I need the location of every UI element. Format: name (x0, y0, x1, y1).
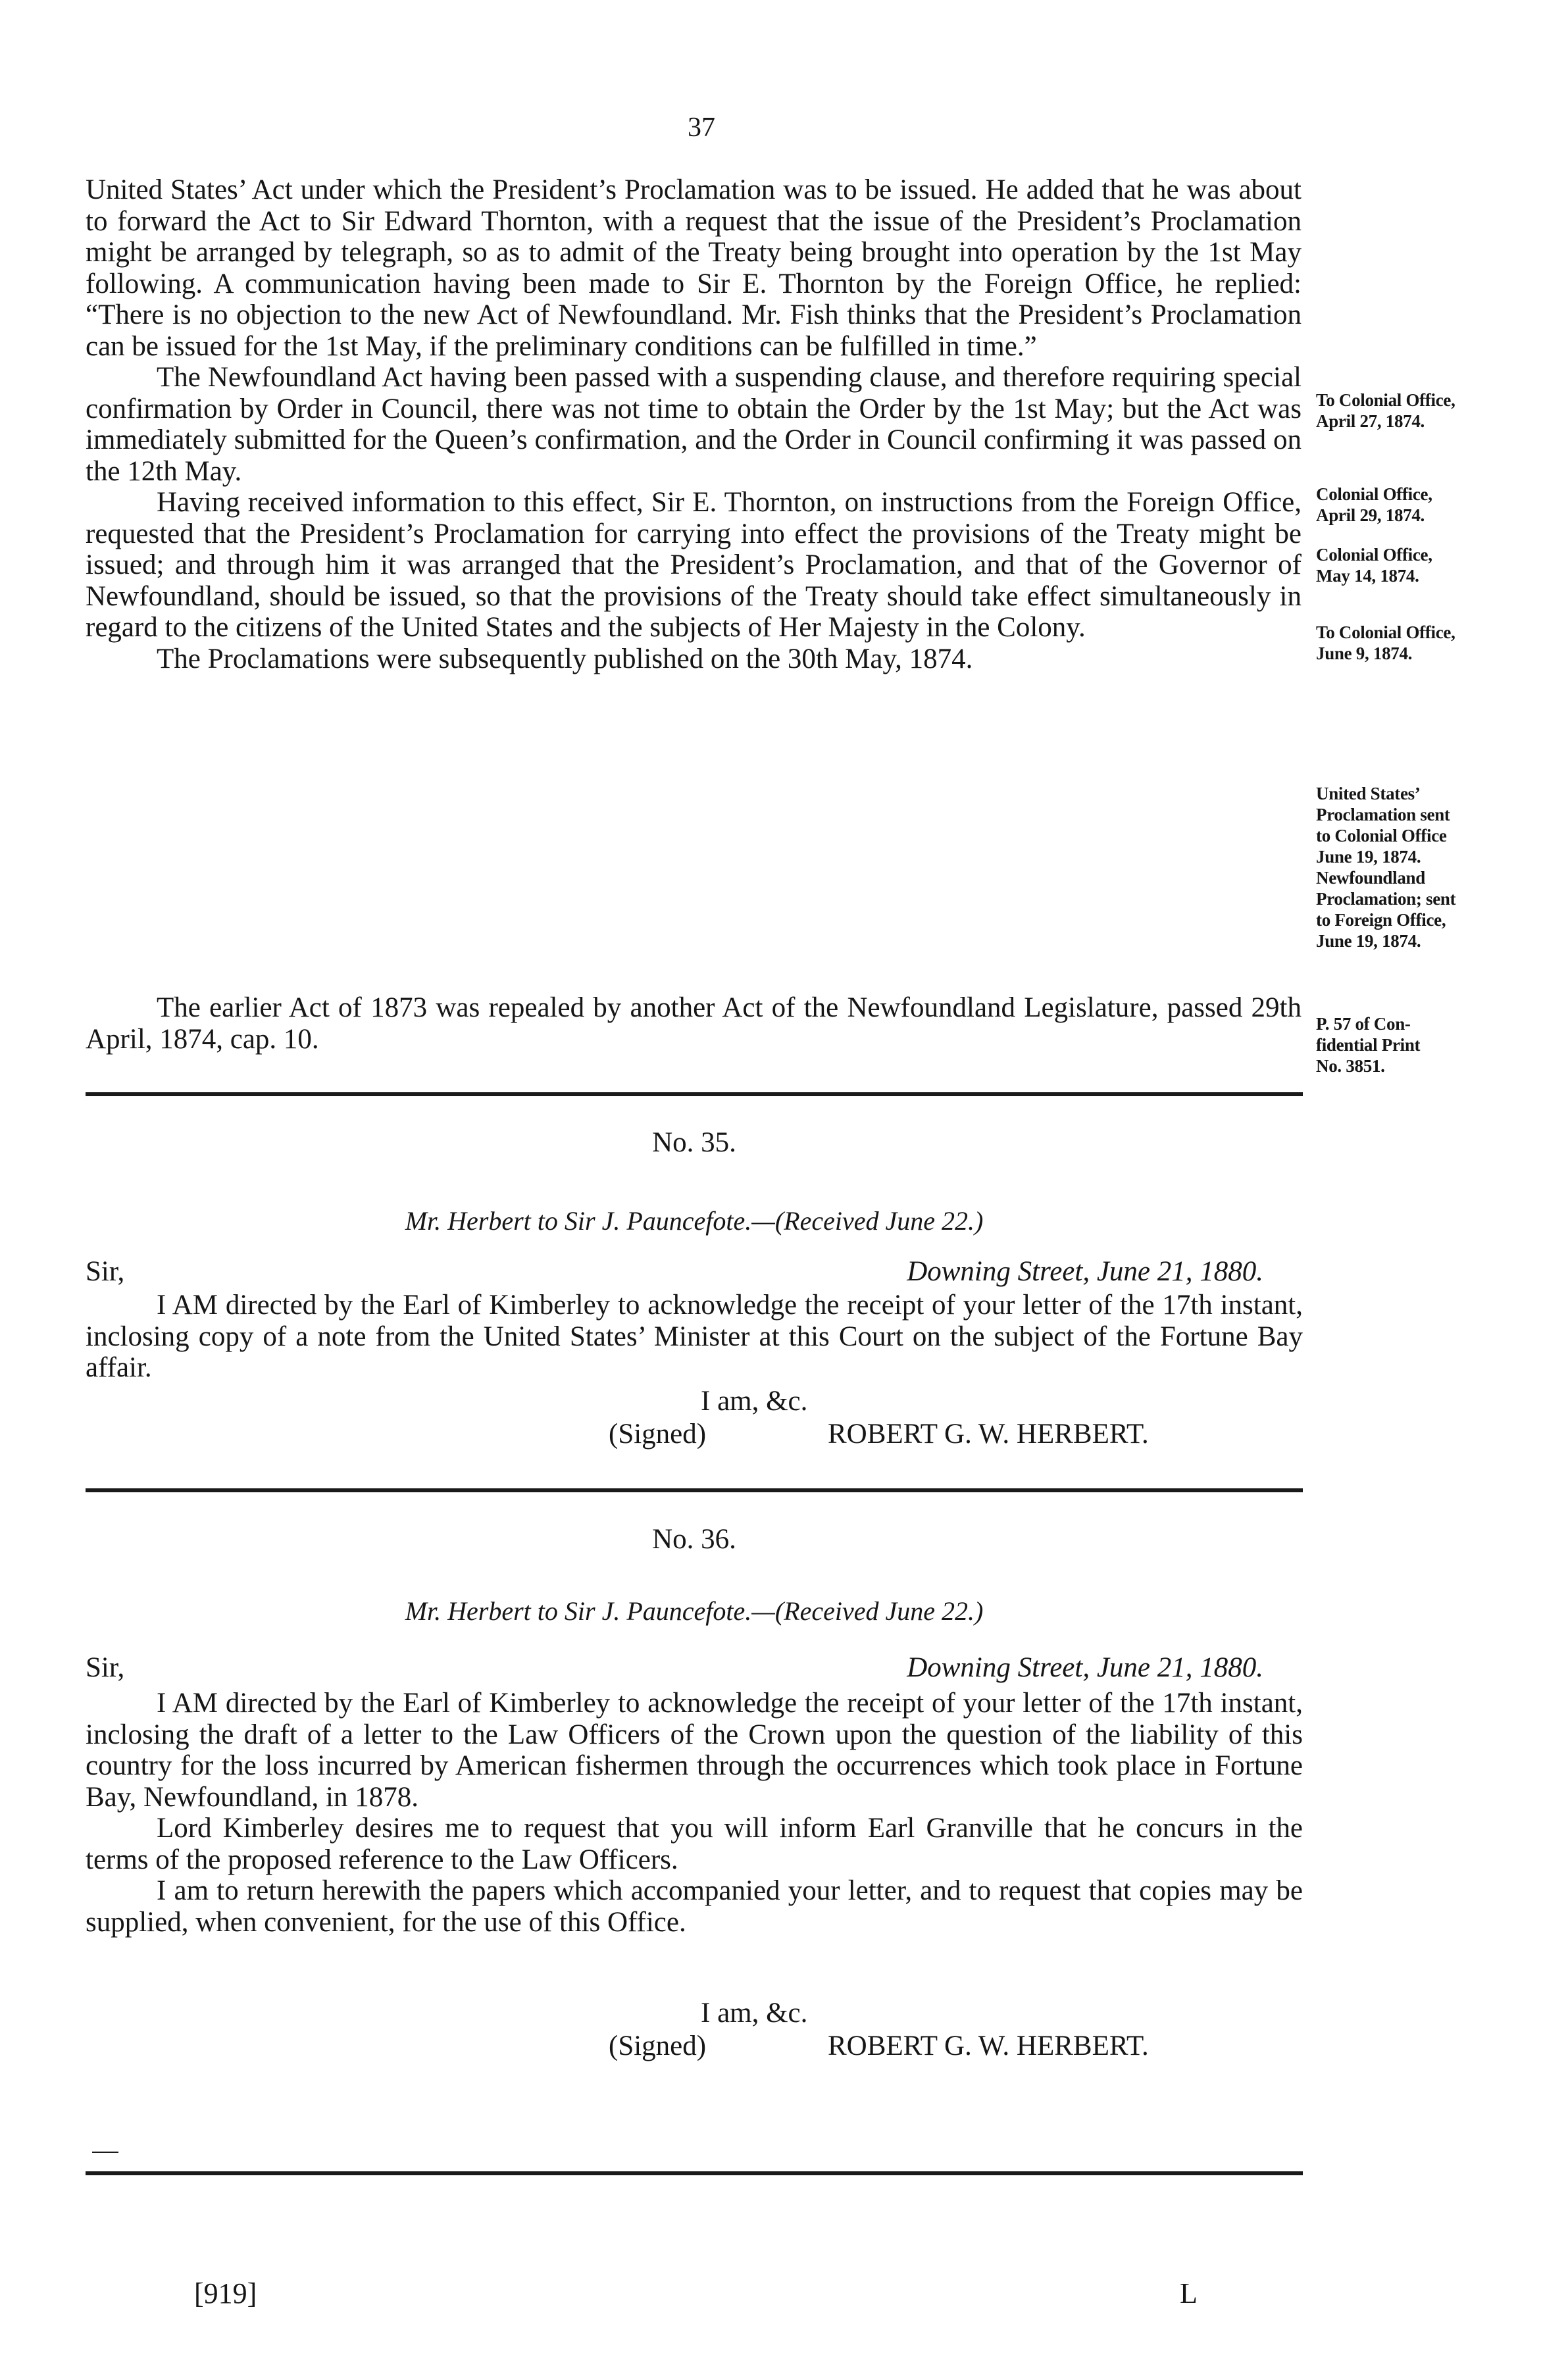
paragraph: I AM directed by the Earl of Kimberley to acknowledge the receipt of your letter of the 17th instant, inclosing the draft of a letter to the Law Officers of the Crown upon the question of the liability of this country for the loss incurred by American fishermen through the occurrences which took place in Fortune Bay, Newfoundland, in 1878. (86, 1688, 1303, 1813)
paragraph: Having received information to this effect, Sir E. Thornton, on instructions from the Foreign Office, requested that the President’s Proclamation for carrying into effect the provisions of the Treaty might be issued; and through him it was arranged that the President’s Proclamation, and that of the Governor of Newfoundland, should be issued, so that the provisions of the Treaty should take effect simultaneously in regard to the citizens of the United States and the subjects of Her Majesty in the Colony. (86, 487, 1302, 643)
margin-note: To Colonial Office, June 9, 1874. (1316, 622, 1455, 663)
signed-label: (Signed) (609, 1419, 707, 1450)
letter-body (86, 1290, 1303, 1384)
page-number: 37 (688, 113, 715, 143)
short-rule (92, 2152, 118, 2153)
signature: ROBERT G. W. HERBERT. (828, 2031, 1149, 2061)
margin-note: To Colonial Office, April 27, 1874. (1316, 390, 1455, 431)
closing: I am, &c. (701, 1386, 808, 1417)
opening-text (86, 174, 1302, 674)
margin-note: United States’ Proclamation sent to Colonial Office June 19, 1874. Newfoundland Proclamation; sent to Foreign Office, June 19, 1874. (1316, 784, 1456, 951)
paragraph: I am to return herewith the papers which accompanied your letter, and to request that copies may be supplied, when convenient, for the use of this Office. (86, 1875, 1303, 1938)
margin-note: P. 57 of Con- fidential Print No. 3851. (1316, 1014, 1421, 1076)
paragraph: Lord Kimberley desires me to request that you will inform Earl Granville that he concurs in the terms of the proposed reference to the Law Officers. (86, 1813, 1303, 1875)
signature: ROBERT G. W. HERBERT. (828, 1419, 1149, 1450)
print-number: [919] (194, 2277, 257, 2309)
section-divider (86, 1488, 1303, 1492)
salutation-row (86, 1255, 1263, 1288)
document-heading: Mr. Herbert to Sir J. Pauncefote.—(Received June 22.) (405, 1596, 984, 1626)
closing-paragraph (86, 992, 1302, 1055)
paragraph: United States’ Act under which the President’s Proclamation was to be issued. He added that he was about to forward the Act to Sir Edward Thornton, with a request that the issue of the President’s Proclamation might be arranged by telegraph, so as to admit of the Treaty being brought into operation by the 1st May following. A communication having been made to Sir E. Thornton by the Foreign Office, he replied: “There is no objection to the new Act of Newfoundland. Mr. Fish thinks that the President’s Proclamation can be issued for the 1st May, if the preliminary conditions can be fulfilled in time.” (86, 174, 1302, 362)
salutation: Sir, (86, 1652, 125, 1683)
margin-note: Colonial Office, May 14, 1874. (1316, 545, 1432, 586)
document-heading: Mr. Herbert to Sir J. Pauncefote.—(Received June 22.) (405, 1206, 984, 1236)
salutation: Sir, (86, 1256, 125, 1287)
closing: I am, &c. (701, 1998, 808, 2029)
section-divider (86, 2171, 1303, 2175)
paragraph: The earlier Act of 1873 was repealed by another Act of the Newfoundland Legislature, passed 29th April, 1874, cap. 10. (86, 992, 1302, 1055)
salutation-row (86, 1652, 1263, 1684)
paragraph: I AM directed by the Earl of Kimberley to acknowledge the receipt of your letter of the 17th instant, inclosing copy of a note from the United States’ Minister at this Court on the subject of the Fortune Bay affair. (86, 1290, 1303, 1383)
place-date: Downing Street, June 21, 1880. (907, 1256, 1263, 1287)
signed-label: (Signed) (609, 2031, 707, 2061)
signature-mark: L (1180, 2277, 1198, 2309)
paragraph: The Newfoundland Act having been passed with a suspending clause, and therefore requiring special confirmation by Order in Council, there was not time to obtain the Order by the 1st May; but the Act was immediately submitted for the Queen’s confirmation, and the Order in Council confirming it was passed on the 12th May. (86, 362, 1302, 487)
paragraph: The Proclamations were subsequently published on the 30th May, 1874. (157, 643, 973, 674)
document-number: No. 36. (652, 1524, 736, 1555)
section-divider (86, 1092, 1303, 1096)
margin-note: Colonial Office, April 29, 1874. (1316, 484, 1432, 525)
place-date: Downing Street, June 21, 1880. (907, 1652, 1263, 1683)
letter-body (86, 1688, 1303, 1938)
document-number: No. 35. (652, 1127, 736, 1158)
